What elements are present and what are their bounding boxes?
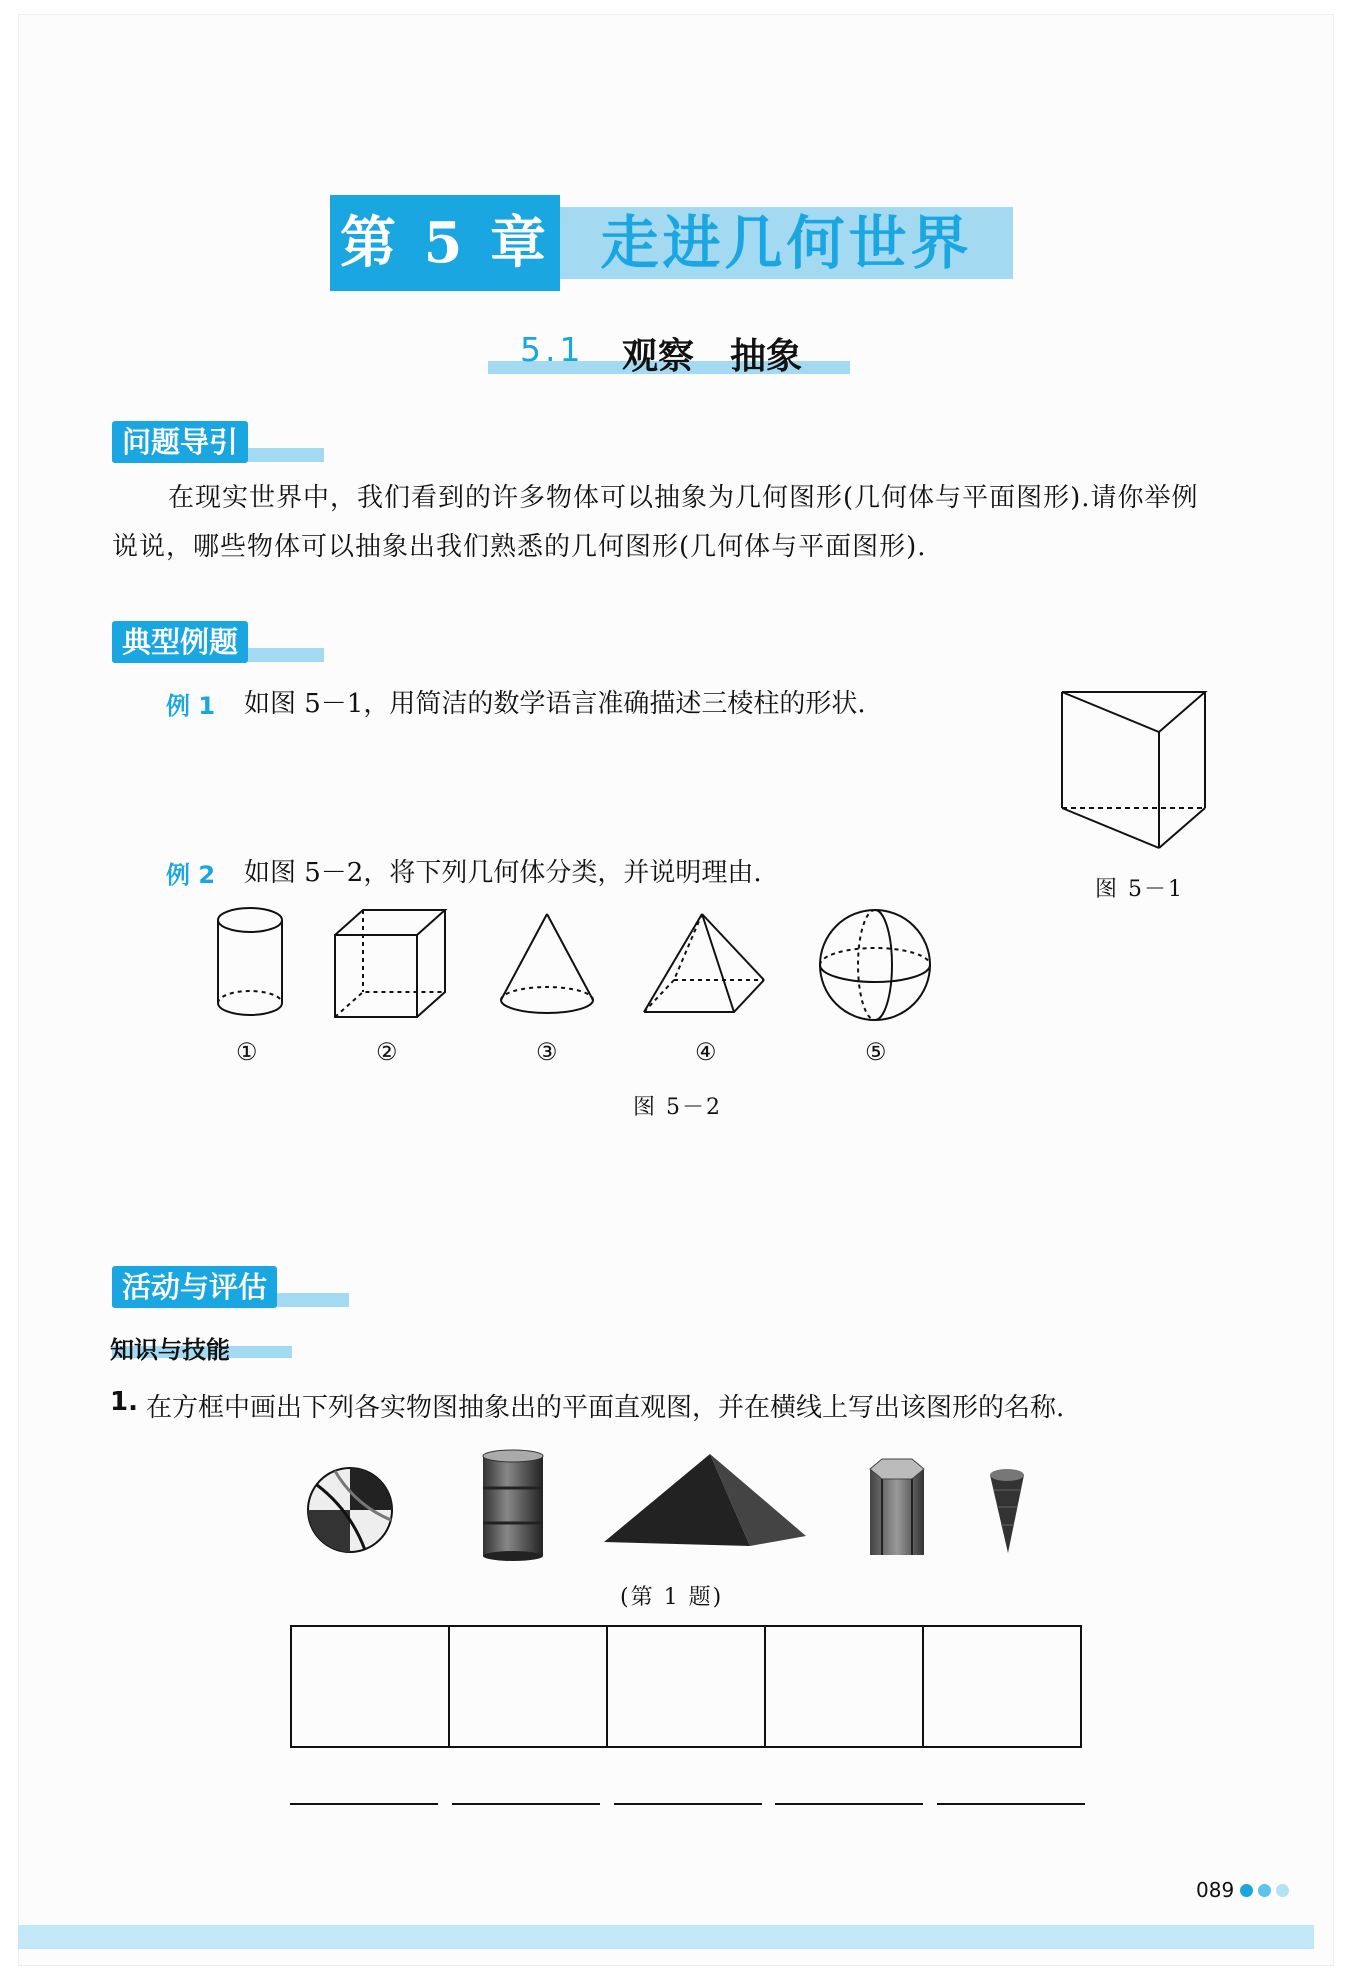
sphere-figure (815, 905, 935, 1025)
intro-line-2: 说说，哪些物体可以抽象出我们熟悉的几何图形(几何体与平面图形). (112, 532, 927, 562)
answer-line-5[interactable] (937, 1803, 1085, 1805)
chapter-banner (330, 195, 1013, 291)
oil-drum-photo (478, 1448, 548, 1563)
example-1-label: 例 1 (166, 692, 216, 720)
cube-figure (330, 905, 450, 1025)
answer-box-1[interactable] (292, 1627, 450, 1746)
bottom-accent-bar (18, 1925, 1314, 1949)
figure-5-2-caption: 图 5－2 (633, 1095, 722, 1120)
knowledge-skills-subheading: 知识与技能 (110, 1336, 230, 1364)
section-title: 观察 抽象 (622, 336, 803, 377)
answer-box-2[interactable] (450, 1627, 608, 1746)
answer-box-3[interactable] (608, 1627, 766, 1746)
answer-line-4[interactable] (775, 1803, 923, 1805)
page-dot-3 (1276, 1884, 1289, 1897)
question-1-number: 1. (110, 1387, 138, 1417)
shape-label-2: ② (376, 1038, 398, 1066)
answer-drawing-grid (290, 1625, 1082, 1748)
intro-line-1: 在现实世界中，我们看到的许多物体可以抽象为几何图形(几何体与平面图形).请你举例 (168, 483, 1199, 513)
ice-cream-cone-photo (986, 1465, 1028, 1555)
intro-heading: 问题导引 (112, 421, 248, 463)
example-1-text: 如图 5－1，用简洁的数学语言准确描述三棱柱的形状. (244, 689, 866, 719)
pyramid-photo (600, 1450, 810, 1550)
question-1-caption: (第 1 题) (620, 1585, 724, 1610)
page-number: 089 (1196, 1878, 1235, 1902)
answer-line-1[interactable] (290, 1803, 438, 1805)
section-number: 5.1 (520, 330, 585, 369)
hexagonal-box-photo (866, 1455, 928, 1560)
examples-heading: 典型例题 (112, 621, 248, 663)
example-2-label: 例 2 (166, 861, 216, 889)
answer-line-2[interactable] (452, 1803, 600, 1805)
example-2-text: 如图 5－2，将下列几何体分类，并说明理由. (244, 858, 762, 888)
cone-figure (497, 910, 597, 1025)
beach-ball-photo (305, 1465, 395, 1555)
shape-label-5: ⑤ (865, 1038, 887, 1066)
chapter-number: 第 5 章 (340, 210, 550, 276)
page-dot-2 (1258, 1884, 1271, 1897)
cylinder-figure (210, 905, 290, 1025)
page-dot-1 (1240, 1884, 1253, 1897)
answer-line-3[interactable] (614, 1803, 762, 1805)
shape-label-1: ① (236, 1038, 258, 1066)
figure-5-1-caption: 图 5－1 (1095, 877, 1184, 902)
shape-label-4: ④ (695, 1038, 717, 1066)
question-1-text: 在方框中画出下列各实物图抽象出的平面直观图，并在横线上写出该图形的名称. (146, 1393, 1065, 1423)
pyramid-figure (640, 910, 770, 1020)
activity-heading: 活动与评估 (112, 1266, 277, 1308)
chapter-title: 走进几何世界 (600, 209, 973, 277)
answer-box-5[interactable] (924, 1627, 1080, 1746)
shape-label-3: ③ (536, 1038, 558, 1066)
answer-box-4[interactable] (766, 1627, 924, 1746)
triangular-prism-figure (1055, 688, 1215, 858)
